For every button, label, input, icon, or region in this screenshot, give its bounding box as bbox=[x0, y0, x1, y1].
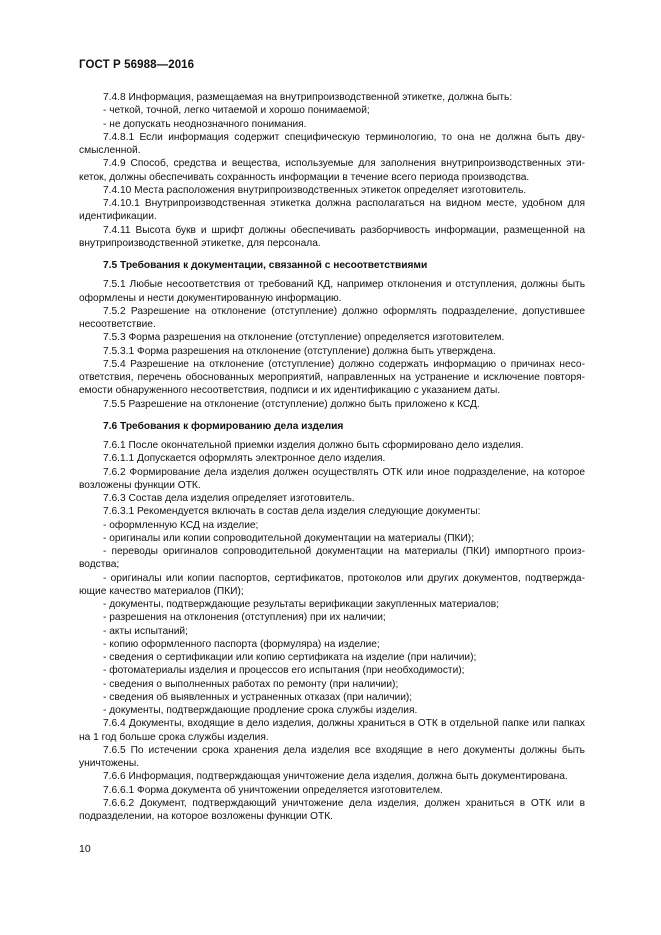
paragraph-7-5-4: 7.5.4 Разрешение на отклонение (отступление) должно содержать информацию о причинах несоответствия, перечень обоснованных мероприятий, направленных на устранение и исключение повторяемости обнаруженного несоответствия, подписи и их идентификацию с указанием даты. bbox=[79, 358, 585, 397]
paragraphs-7-5 bbox=[79, 278, 585, 411]
list-item: - оформленную КСД на изделие; bbox=[103, 519, 259, 531]
paragraph-7-6-6-2: 7.6.6.2 Документ, подтверждающий уничтожение дела изделия, должен храниться в ОТК или в подразделении, на которое возложены функции ОТК. bbox=[79, 797, 585, 822]
list-item: - сведения о выполненных работах по ремонту (при наличии); bbox=[103, 678, 399, 690]
paragraph-7-4-10: 7.4.10 Места расположения внутрипроизводственных этикеток определяет изготовитель. bbox=[103, 184, 527, 196]
list-item: - разрешения на отклонения (отступления) при их наличии; bbox=[103, 612, 386, 624]
list-item: - переводы оригиналов сопроводительной документации на материалы (ПКИ) импортного производства; bbox=[79, 546, 585, 571]
list-item: - фотоматериалы изделия и процессов его испытания (при необходимости); bbox=[103, 665, 465, 677]
paragraph-7-6-4: 7.6.4 Документы, входящие в дело изделия, должны храниться в ОТК в отдельной папке или папках на 1 год больше срока службы изделия. bbox=[79, 718, 585, 743]
paragraph-7-6-6: 7.6.6 Информация, подтверждающая уничтожение дела изделия, должна быть документирована. bbox=[103, 771, 568, 783]
document-body bbox=[79, 91, 585, 823]
paragraph-7-4-10-1: 7.4.10.1 Внутрипроизводственная этикетка должна располагаться на видном месте, удобном для идентификации. bbox=[79, 198, 585, 223]
list-item: - документы, подтверждающие продление срока службы изделия. bbox=[103, 705, 418, 716]
paragraph-7-5-3-1: 7.5.3.1 Форма разрешения на отклонение (отступление) должна быть утверждена. bbox=[103, 345, 496, 357]
list-item: - оригиналы или копии паспортов, сертификатов, протоколов или других документов, подтверждающие качество материалов (ПКИ); bbox=[79, 572, 585, 597]
paragraph-7-4-8-1: 7.4.8.1 Если информация содержит специфическую терминологию, то она не должна быть двусмысленной. bbox=[79, 131, 585, 156]
document-header: ГОСТ Р 56988—2016 bbox=[79, 59, 195, 71]
section-title-7-6: 7.6 Требования к формированию дела изделия bbox=[103, 420, 344, 432]
list-item: - акты испытаний; bbox=[103, 625, 188, 637]
paragraph-7-6-3: 7.6.3 Состав дела изделия определяет изготовитель. bbox=[103, 493, 355, 504]
page-number: 10 bbox=[79, 843, 91, 855]
paragraph-7-6-5: 7.6.5 По истечении срока хранения дела изделия все входящие в него документы должны быть уничтожены. bbox=[79, 744, 585, 769]
paragraph-7-6-6-1: 7.6.6.1 Форма документа об уничтожении определяется изготовителем. bbox=[103, 784, 443, 796]
list-item: - копию оформленного паспорта (формуляра) на изделие; bbox=[103, 638, 380, 650]
paragraph-7-4-9: 7.4.9 Способ, средства и вещества, используемые для заполнения внутрипроизводственных этикеток, должны обеспечивать сохранность информации в течение всего периода производства. bbox=[79, 158, 585, 183]
paragraph-7-4-8: 7.4.8 Информация, размещаемая на внутрипроизводственной этикетке, должна быть: bbox=[103, 92, 513, 103]
list-item: - сведения о сертификации или копию сертификата на изделие (при наличии); bbox=[103, 652, 477, 663]
paragraph-7-5-2: 7.5.2 Разрешение на отклонение (отступление) должно оформлять подразделение, допустившее несоответствие. bbox=[79, 305, 585, 330]
list-item: - не допускать неоднозначного понимания. bbox=[103, 118, 307, 130]
section-title-7-5: 7.5 Требования к документации, связанной с несоответствиями bbox=[103, 260, 428, 271]
list-item: - четкой, точной, легко читаемой и хорошо понимаемой; bbox=[103, 105, 370, 117]
paragraphs-7-6 bbox=[79, 439, 585, 823]
paragraph-7-4-11: 7.4.11 Высота букв и шрифт должны обеспечивать разборчивость информации, размещенной на внутрипроизводственной этикетке, для персонала. bbox=[79, 224, 585, 249]
list-item: - документы, подтверждающие результаты верификации закупленных материалов; bbox=[103, 599, 500, 610]
paragraph-7-5-5: 7.5.5 Разрешение на отклонение (отступление) должно быть приложено к КСД. bbox=[103, 398, 480, 410]
paragraph-7-5-1: 7.5.1 Любые несоответствия от требований КД, например отклонения и отступления, должны быть оформлены и нести документированную информацию. bbox=[79, 279, 585, 304]
paragraphs-7-4 bbox=[79, 91, 585, 250]
list-item: - оригиналы или копии сопроводительной документации на материалы (ПКИ); bbox=[103, 532, 475, 544]
list-item: - сведения об выявленных и устраненных отказах (при наличии); bbox=[103, 691, 413, 703]
paragraph-7-6-3-1: 7.6.3.1 Рекомендуется включать в состав дела изделия следующие документы: bbox=[103, 506, 481, 518]
paragraph-7-5-3: 7.5.3 Форма разрешения на отклонение (отступление) определяется изготовителем. bbox=[103, 332, 505, 344]
paragraph-7-6-1-1: 7.6.1.1 Допускается оформлять электронное дело изделия. bbox=[103, 453, 386, 465]
paragraph-7-6-1: 7.6.1 После окончательной приемки изделия должно быть сформировано дело изделия. bbox=[103, 440, 524, 451]
paragraph-7-6-2: 7.6.2 Формирование дела изделия должен осуществлять ОТК или иное подразделение, на которое возложены функции ОТК. bbox=[79, 466, 585, 491]
